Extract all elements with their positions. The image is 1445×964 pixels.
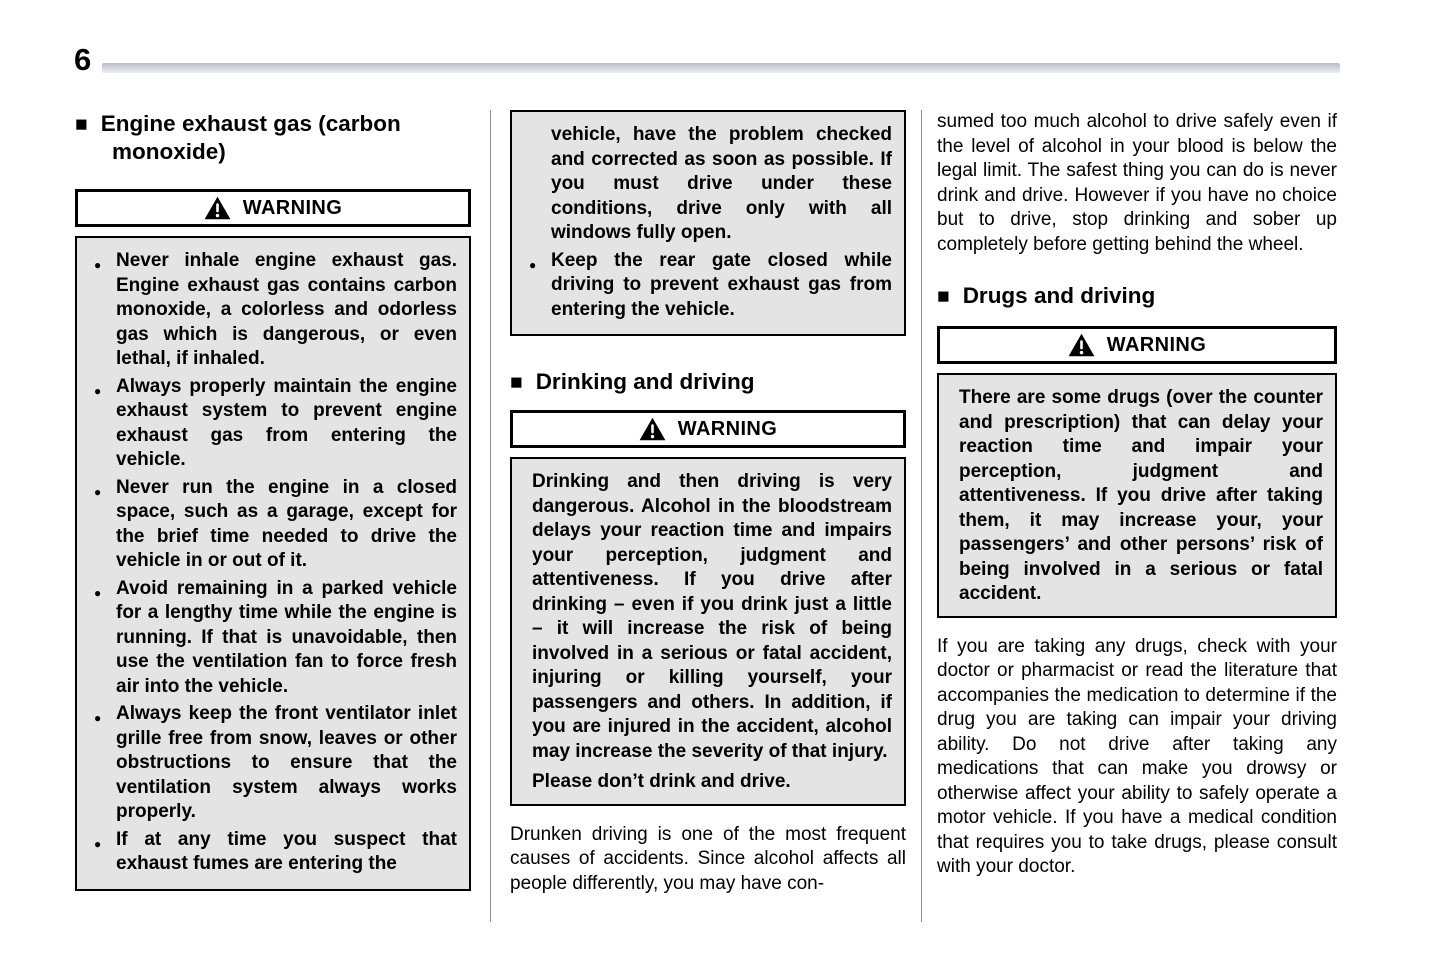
warning-paragraph: There are some drugs (over the counter and prescription) that can delay your reaction time and impair your perception, judgment and attentiveness. If you drive after taking them, it may increase your, your passengers’ and other persons’ risk of being involved in a serious or fatal accident.: [959, 387, 1323, 604]
warning-bullet-list: [87, 249, 457, 877]
warning-triangle-icon: [1068, 333, 1095, 357]
warning-triangle-icon: [204, 196, 231, 220]
warning-bullet: ● Never run the engine in a closed space, such as a garage, except for the brief time needed to drive the vehicle in or out of it.: [87, 476, 457, 574]
warning-label: WARNING: [677, 417, 778, 440]
column-middle: [510, 110, 906, 896]
column-divider: [921, 110, 922, 922]
warning-header: [937, 326, 1337, 364]
warning-triangle-icon: [639, 417, 666, 441]
page-number: 6: [74, 42, 92, 77]
warning-bullet: ● Keep the rear gate closed while driving to prevent exhaust gas from entering the vehicle.: [522, 249, 892, 323]
column-divider: [490, 110, 491, 922]
warning-bullet: ● Always keep the front ventilator inlet grille free from snow, leaves or other obstructions to ensure that the ventilation system always works properly.: [87, 702, 457, 825]
column-right: [937, 110, 1337, 880]
warning-box-engine-exhaust-continued: [510, 110, 906, 336]
warning-box-engine-exhaust: [75, 236, 471, 891]
body-paragraph: If you are taking any drugs, check with your doctor or pharmacist or read the literature that accompanies the medication to determine if the drug you are taking can impair your driving ability. Do not drive after taking any medications that can make you drowsy or otherwise affect your ability to safely operate a motor vehicle. If you have a medical condition that requires you to take drugs, please consult with your doctor.: [937, 635, 1337, 877]
warning-bullet: ● Never inhale engine exhaust gas. Engine exhaust gas contains carbon monoxide, a colorless and odorless gas which is dangerous, or even lethal, if inhaled.: [87, 249, 457, 372]
header-rule: [102, 63, 1340, 73]
warning-box-drinking: [510, 457, 906, 806]
warning-continuation-text: vehicle, have the problem checked and corrected as soon as possible. If you must drive under these conditions, drive only with all windows fully open.: [551, 124, 892, 243]
warning-header: [75, 189, 471, 227]
section-heading-drinking-driving: ■ Drinking and driving: [510, 368, 906, 396]
warning-bullet: ● If at any time you suspect that exhaust fumes are entering the: [87, 828, 457, 877]
warning-bullet: ● Avoid remaining in a parked vehicle for a lengthy time while the engine is running. If that is unavoidable, then use the ventilation fan to force fresh air into the vehicle.: [87, 577, 457, 700]
warning-paragraph: Please don’t drink and drive.: [532, 771, 791, 792]
warning-header: [510, 410, 906, 448]
section-heading-engine-exhaust: ■ Engine exhaust gas (carbon monoxide): [75, 110, 471, 165]
warning-bullet-list: [522, 123, 892, 322]
body-paragraph: sumed too much alcohol to drive safely even if the level of alcohol in your blood is below the legal limit. The safest thing you can do is never drink and drive. However if you have no choice but to drive, stop drinking and sober up completely before getting behind the wheel.: [937, 111, 1337, 255]
warning-box-drugs: [937, 373, 1337, 618]
column-left: [75, 110, 471, 891]
warning-paragraph: Drinking and then driving is very dangerous. Alcohol in the bloodstream delays your reaction time and impairs your perception, judgment and attentiveness. If you drive after drinking – even if you drink just a little – it will increase the risk of being involved in a serious or fatal accident, injuring or killing yourself, your passengers and others. In addition, if you are injured in the accident, alcohol may increase the severity of that injury.: [532, 471, 892, 762]
warning-label: WARNING: [242, 196, 343, 219]
body-paragraph: Drunken driving is one of the most frequent causes of accidents. Since alcohol affects all people differently, you may have con-: [510, 823, 906, 894]
warning-bullet: ● Always properly maintain the engine exhaust system to prevent engine exhaust gas from entering the vehicle.: [87, 375, 457, 473]
warning-label: WARNING: [1106, 333, 1207, 356]
section-heading-drugs-driving: ■ Drugs and driving: [937, 282, 1337, 310]
